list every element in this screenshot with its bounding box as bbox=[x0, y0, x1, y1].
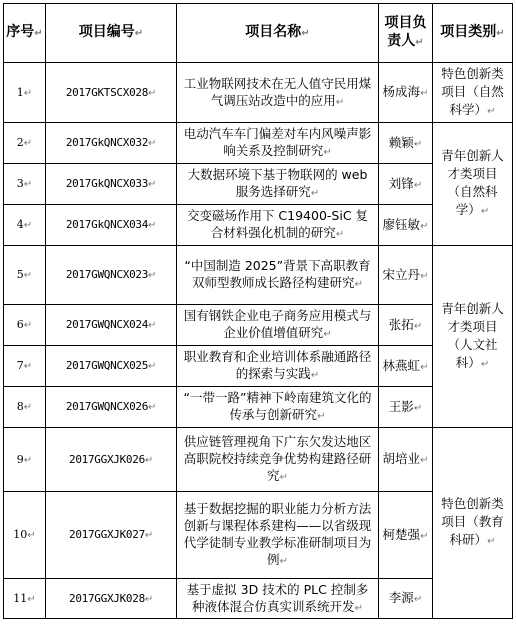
row-name: 交变磁场作用下 C19400-SiC 复合材料强化机制的研究↵ bbox=[177, 205, 379, 246]
category-cell: 特色创新类项目（自然科学）↵ bbox=[433, 63, 513, 123]
row-name: 职业教育和企业培训体系融通路径的探索与实践↵ bbox=[177, 346, 379, 387]
row-person: 宋立丹↵ bbox=[379, 246, 433, 305]
category-cell: 青年创新人才类项目（自然科学）↵ bbox=[433, 123, 513, 246]
row-name: 基于数据挖掘的职业能力分析方法创新与课程体系建构——以省级现代学徒制专业教学标准研制项目为例↵ bbox=[177, 492, 379, 579]
row-name: “中国制造 2025”背景下高职教育双师型教师成长路径构建研究↵ bbox=[177, 246, 379, 305]
table-row bbox=[4, 123, 513, 164]
row-code: 2017GGXJK026↵ bbox=[46, 428, 177, 492]
row-code: 2017GWQNCX024↵ bbox=[46, 305, 177, 346]
row-code: 2017GWQNCX023↵ bbox=[46, 246, 177, 305]
row-no: 5↵ bbox=[4, 246, 46, 305]
row-no: 6↵ bbox=[4, 305, 46, 346]
row-code: 2017GWQNCX025↵ bbox=[46, 346, 177, 387]
header-name: 项目名称↵ bbox=[177, 4, 379, 63]
row-code: 2017GGXJK028↵ bbox=[46, 579, 177, 619]
row-name: 工业物联网技术在无人值守民用煤气调压站改造中的应用↵ bbox=[177, 63, 379, 123]
row-person: 赖颖↵ bbox=[379, 123, 433, 164]
row-name: 大数据环境下基于物联网的 web 服务选择研究↵ bbox=[177, 164, 379, 205]
row-no: 4↵ bbox=[4, 205, 46, 246]
row-no: 9↵ bbox=[4, 428, 46, 492]
row-code: 2017GkQNCX033↵ bbox=[46, 164, 177, 205]
row-person: 杨成海↵ bbox=[379, 63, 433, 123]
row-no: 3↵ bbox=[4, 164, 46, 205]
header-code: 项目编号↵ bbox=[46, 4, 177, 63]
row-person: 胡培业↵ bbox=[379, 428, 433, 492]
row-code: 2017GkQNCX034↵ bbox=[46, 205, 177, 246]
row-code: 2017GWQNCX026↵ bbox=[46, 387, 177, 428]
row-no: 8↵ bbox=[4, 387, 46, 428]
table-row bbox=[4, 246, 513, 305]
row-name: 国有钢铁企业电子商务应用模式与企业价值增值研究↵ bbox=[177, 305, 379, 346]
row-person: 张拓↵ bbox=[379, 305, 433, 346]
project-table bbox=[3, 3, 513, 619]
row-name: “一带一路”精神下岭南建筑文化的传承与创新研究↵ bbox=[177, 387, 379, 428]
table-row bbox=[4, 428, 513, 492]
row-person: 廖钰敏↵ bbox=[379, 205, 433, 246]
row-no: 11↵ bbox=[4, 579, 46, 619]
row-no: 7↵ bbox=[4, 346, 46, 387]
row-name: 基于虚拟 3D 技术的 PLC 控制多种液体混合仿真实训系统开发↵ bbox=[177, 579, 379, 619]
row-no: 10↵ bbox=[4, 492, 46, 579]
table-row bbox=[4, 63, 513, 123]
header-row bbox=[4, 4, 513, 63]
header-category: 项目类别↵ bbox=[433, 4, 513, 63]
row-no: 2↵ bbox=[4, 123, 46, 164]
row-name: 供应链管理视角下广东欠发达地区高职院校持续竞争优势构建路径研究↵ bbox=[177, 428, 379, 492]
row-code: 2017GkQNCX032↵ bbox=[46, 123, 177, 164]
header-no: 序号↵ bbox=[4, 4, 46, 63]
row-name: 电动汽车车门偏差对车内风噪声影响关系及控制研究↵ bbox=[177, 123, 379, 164]
category-cell: 特色创新类项目（教育科研）↵ bbox=[433, 428, 513, 619]
row-code: 2017GKTSCX028↵ bbox=[46, 63, 177, 123]
row-person: 李源↵ bbox=[379, 579, 433, 619]
row-person: 柯楚强↵ bbox=[379, 492, 433, 579]
row-person: 刘锋↵ bbox=[379, 164, 433, 205]
category-cell: 青年创新人才类项目（人文社科）↵ bbox=[433, 246, 513, 428]
row-person: 王影↵ bbox=[379, 387, 433, 428]
header-person: 项目负责人↵ bbox=[379, 4, 433, 63]
row-no: 1↵ bbox=[4, 63, 46, 123]
row-person: 林燕虹↵ bbox=[379, 346, 433, 387]
row-code: 2017GGXJK027↵ bbox=[46, 492, 177, 579]
